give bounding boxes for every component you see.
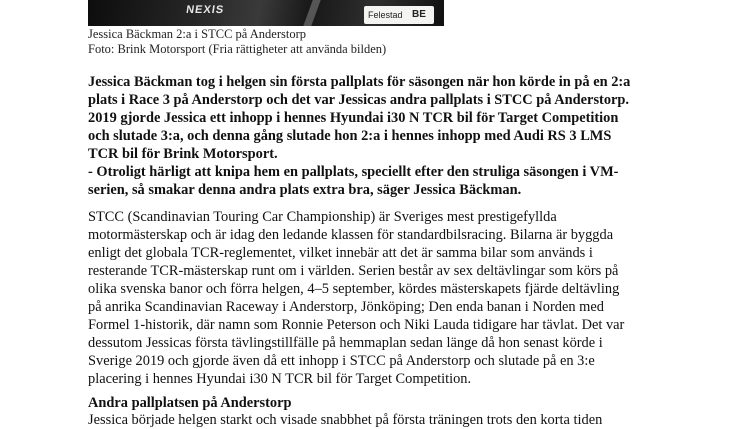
- lead-line: plats i Race 3 på Anderstorp och det var Jessicas andra pallplats i STCC på Anderstorp.: [88, 92, 630, 108]
- photo-car-decal-right-badge: BE: [412, 9, 426, 20]
- photo-car-decal-left: NEXIS: [185, 4, 225, 16]
- lead-line: Jessica Bäckman tog i helgen sin första pallplats för säsongen när hon körde in på en 2:a: [88, 74, 631, 90]
- body-line: enligt det globala TCR-reglementet, vilket innebär att det är samma bilar som används i: [88, 245, 593, 261]
- photo-car-decal-right-text: Felestad: [368, 10, 403, 20]
- hero-photo: [88, 0, 444, 26]
- body-line: olika svenska banor och förra helgen, 4–5 september, kördes mästerskapets fjärde deltävling: [88, 281, 620, 297]
- body-line: Formel 1-historik, där namn som Ronnie Peterson och Niki Lauda tidigare har tävlat. Det var: [88, 317, 625, 333]
- body-line: resterande TCR-mästerskap runt om i världen. Serien består av sex deltävlingar som körs på: [88, 263, 619, 279]
- lead-line: - Otroligt härligt att knipa hem en pallplats, speciellt efter den struliga säsongen i VM-: [88, 164, 619, 180]
- body-line: motormästerskap och är idag den ledande klassen för standardbilsracing. Bilarna är byggda: [88, 227, 614, 243]
- lead-line: och slutade 3:a, och denna gång slutade hon 2:a i hennes inhopp med Audi RS 3 LMS: [88, 128, 612, 144]
- photo-caption-credit: Foto: Brink Motorsport (Fria rättigheter att använda bilden): [88, 42, 387, 56]
- lead-line: 2019 gjorde Jessica ett inhopp i hennes Hyundai i30 N TCR bil för Target Competition: [88, 110, 619, 126]
- photo-caption-title: Jessica Bäckman 2:a i STCC på Anderstorp: [88, 27, 307, 41]
- body-line: STCC (Scandinavian Touring Car Championship) är Sveriges mest prestigefyllda: [88, 209, 557, 225]
- section-heading: Andra pallplatsen på Anderstorp: [88, 395, 292, 411]
- body-paragraph: [88, 208, 668, 388]
- lead-paragraph: [88, 73, 668, 199]
- section-first-line: Jessica började helgen starkt och visade snabbhet på första träningen trots den korta tiden: [88, 412, 603, 428]
- lead-line: TCR bil för Brink Motorsport.: [88, 146, 278, 162]
- body-line: på anrika Scandinavian Raceway i Anderstorp, Jönköping; Den enda banan i Norden med: [88, 299, 604, 315]
- lead-line: serien, så smakar denna andra plats extra bra, säger Jessica Bäckman.: [88, 182, 522, 198]
- body-line: placering i hennes Hyundai i30 N TCR bil för Target Competition.: [88, 371, 472, 387]
- body-line: dessutom Jessicas första tävlingstillfälle på hemmaplan sedan länge då hon senast körde i: [88, 335, 603, 351]
- body-line: Sverige 2019 och gjorde även då ett inhopp i STCC på Anderstorp och slutade på en 3:e: [88, 353, 595, 369]
- photo-car-decal-right: [364, 6, 434, 24]
